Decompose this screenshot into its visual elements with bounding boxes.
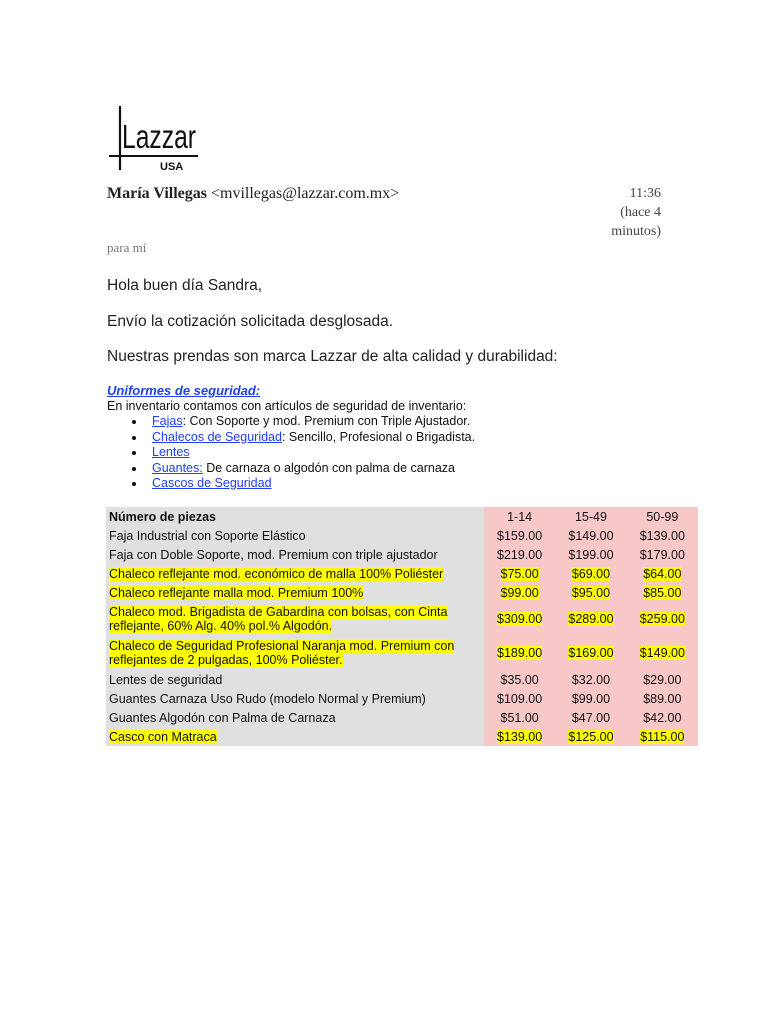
quality-paragraph: Nuestras prendas son marca Lazzar de alta calidad y durabilidad: (107, 348, 558, 365)
price-cell-1 (484, 689, 555, 708)
header-range-2: 15-49 (555, 507, 626, 526)
price-cell-3 (627, 708, 698, 727)
product-name-cell (106, 727, 484, 746)
price-value: $32.00 (571, 672, 611, 687)
price-value: $139.00 (639, 528, 685, 543)
quote-paragraph: Envío la cotización solicitada desglosada. (107, 313, 394, 330)
price-value: $139.00 (497, 729, 543, 744)
price-value: $309.00 (497, 612, 543, 626)
price-value: $95.00 (571, 585, 611, 600)
price-cell-2 (555, 583, 626, 602)
product-name-cell (106, 545, 484, 564)
category-link[interactable]: Guantes: (152, 460, 203, 475)
price-value: $219.00 (497, 547, 543, 562)
product-name: Faja con Doble Soporte, mod. Premium con triple ajustador (109, 547, 438, 562)
product-name-cell (106, 708, 484, 727)
email-time (580, 184, 661, 241)
price-value: $85.00 (643, 585, 682, 600)
price-value: $289.00 (568, 612, 614, 626)
list-item (132, 476, 475, 492)
price-cell-2 (555, 564, 626, 583)
category-description: : Con Soporte y mod. Premium con Triple Ajustador. (182, 414, 471, 428)
price-value: $149.00 (568, 528, 614, 543)
sender-name: María Villegas (107, 185, 207, 202)
table-row (106, 564, 698, 583)
email-recipient[interactable]: para mí (107, 240, 147, 255)
list-item (132, 430, 475, 446)
table-row (106, 583, 698, 602)
table-header-row (106, 507, 698, 526)
price-value: $199.00 (568, 547, 614, 562)
table-row (106, 636, 698, 670)
price-cell-3 (627, 727, 698, 746)
price-cell-2 (555, 689, 626, 708)
price-table (106, 507, 698, 746)
product-name-cell (106, 636, 484, 670)
price-cell-1 (484, 708, 555, 727)
email-sender (107, 185, 399, 203)
lazzar-logo (108, 104, 200, 174)
price-cell-2 (555, 636, 626, 670)
table-row (106, 602, 698, 636)
list-item (132, 461, 475, 477)
header-range-3: 50-99 (627, 507, 698, 526)
price-value: $259.00 (639, 612, 685, 626)
price-value: $75.00 (500, 566, 539, 581)
category-link[interactable]: Lentes (152, 445, 190, 459)
header-range-1: 1-14 (484, 507, 555, 526)
list-item (132, 445, 475, 461)
table-row (106, 545, 698, 564)
price-cell-1 (484, 602, 555, 636)
price-cell-3 (627, 526, 698, 545)
price-value: $47.00 (571, 710, 611, 725)
price-cell-3 (627, 564, 698, 583)
price-value: $99.00 (571, 691, 611, 706)
price-cell-2 (555, 727, 626, 746)
section-title-link[interactable]: Uniformes de seguridad: (107, 383, 261, 398)
price-cell-2 (555, 526, 626, 545)
table-row (106, 670, 698, 689)
category-link[interactable]: Fajas (152, 414, 183, 428)
price-cell-2 (555, 602, 626, 636)
price-cell-3 (627, 636, 698, 670)
price-value: $42.00 (643, 710, 682, 725)
category-link[interactable]: Chalecos de Seguridad (152, 429, 282, 444)
product-name-cell (106, 526, 484, 545)
price-cell-3 (627, 689, 698, 708)
email-time-relative-2: minutos) (611, 224, 661, 239)
price-value: $89.00 (643, 691, 682, 706)
price-cell-1 (484, 583, 555, 602)
price-cell-1 (484, 727, 555, 746)
price-value: $169.00 (568, 646, 614, 660)
product-name-cell (106, 670, 484, 689)
product-name: Chaleco mod. Brigadista de Gabardina con bolsas, con Cinta reflejante, 60% Alg. 40% pol.% Algodón. (109, 605, 448, 633)
sender-email[interactable]: <mvillegas@lazzar.com.mx> (210, 185, 400, 202)
price-cell-1 (484, 564, 555, 583)
logo-subtext: USA (160, 161, 184, 173)
category-link[interactable]: Cascos de Seguridad (152, 476, 272, 490)
product-name: Chaleco reflejante malla mod. Premium 100% (109, 585, 364, 600)
greeting-paragraph: Hola buen día Sandra, (107, 277, 263, 294)
price-value: $109.00 (497, 691, 543, 706)
price-value: $149.00 (639, 646, 685, 660)
price-value: $189.00 (497, 646, 543, 660)
price-value: $125.00 (568, 729, 614, 744)
price-cell-1 (484, 526, 555, 545)
table-row (106, 708, 698, 727)
email-time-relative-1: (hace 4 (620, 205, 661, 220)
section-intro: En inventario contamos con artículos de seguridad de inventario: (107, 399, 467, 413)
price-value: $159.00 (497, 528, 543, 543)
product-name: Chaleco reflejante mod. económico de malla 100% Poliéster (109, 566, 444, 581)
list-item (132, 414, 475, 430)
product-name-cell (106, 583, 484, 602)
product-name-cell (106, 564, 484, 583)
price-cell-2 (555, 545, 626, 564)
price-value: $69.00 (571, 566, 611, 581)
product-name: Guantes Carnaza Uso Rudo (modelo Normal y Premium) (109, 691, 426, 706)
price-cell-3 (627, 545, 698, 564)
product-name: Faja Industrial con Soporte Elástico (109, 528, 306, 543)
category-description: De carnaza o algodón con palma de carnaza (202, 460, 455, 475)
price-cell-2 (555, 708, 626, 727)
product-category-list (132, 414, 475, 492)
table-row (106, 689, 698, 708)
product-name-cell (106, 602, 484, 636)
price-cell-1 (484, 670, 555, 689)
price-value: $179.00 (639, 547, 685, 562)
table-row (106, 526, 698, 545)
price-value: $35.00 (500, 672, 539, 687)
price-cell-3 (627, 602, 698, 636)
price-value: $29.00 (643, 672, 682, 687)
price-cell-3 (627, 583, 698, 602)
price-cell-3 (627, 670, 698, 689)
product-name-cell (106, 689, 484, 708)
price-value: $99.00 (500, 585, 539, 600)
price-cell-1 (484, 636, 555, 670)
product-name: Guantes Algodón con Palma de Carnaza (109, 710, 336, 725)
product-name: Chaleco de Seguridad Profesional Naranja mod. Premium con reflejantes de 2 pulgadas, 100% Poliéster. (109, 639, 455, 667)
email-time-clock: 11:36 (629, 186, 661, 201)
category-description: : Sencillo, Profesional o Brigadista. (281, 429, 476, 444)
table-row (106, 727, 698, 746)
price-cell-1 (484, 545, 555, 564)
header-name: Número de piezas (106, 507, 484, 526)
product-name: Lentes de seguridad (109, 672, 223, 687)
product-name: Casco con Matraca (109, 729, 217, 744)
price-cell-2 (555, 670, 626, 689)
price-value: $64.00 (643, 566, 682, 581)
price-value: $115.00 (640, 729, 685, 744)
logo-text: Lazzar (122, 118, 196, 155)
price-value: $51.00 (500, 710, 539, 725)
